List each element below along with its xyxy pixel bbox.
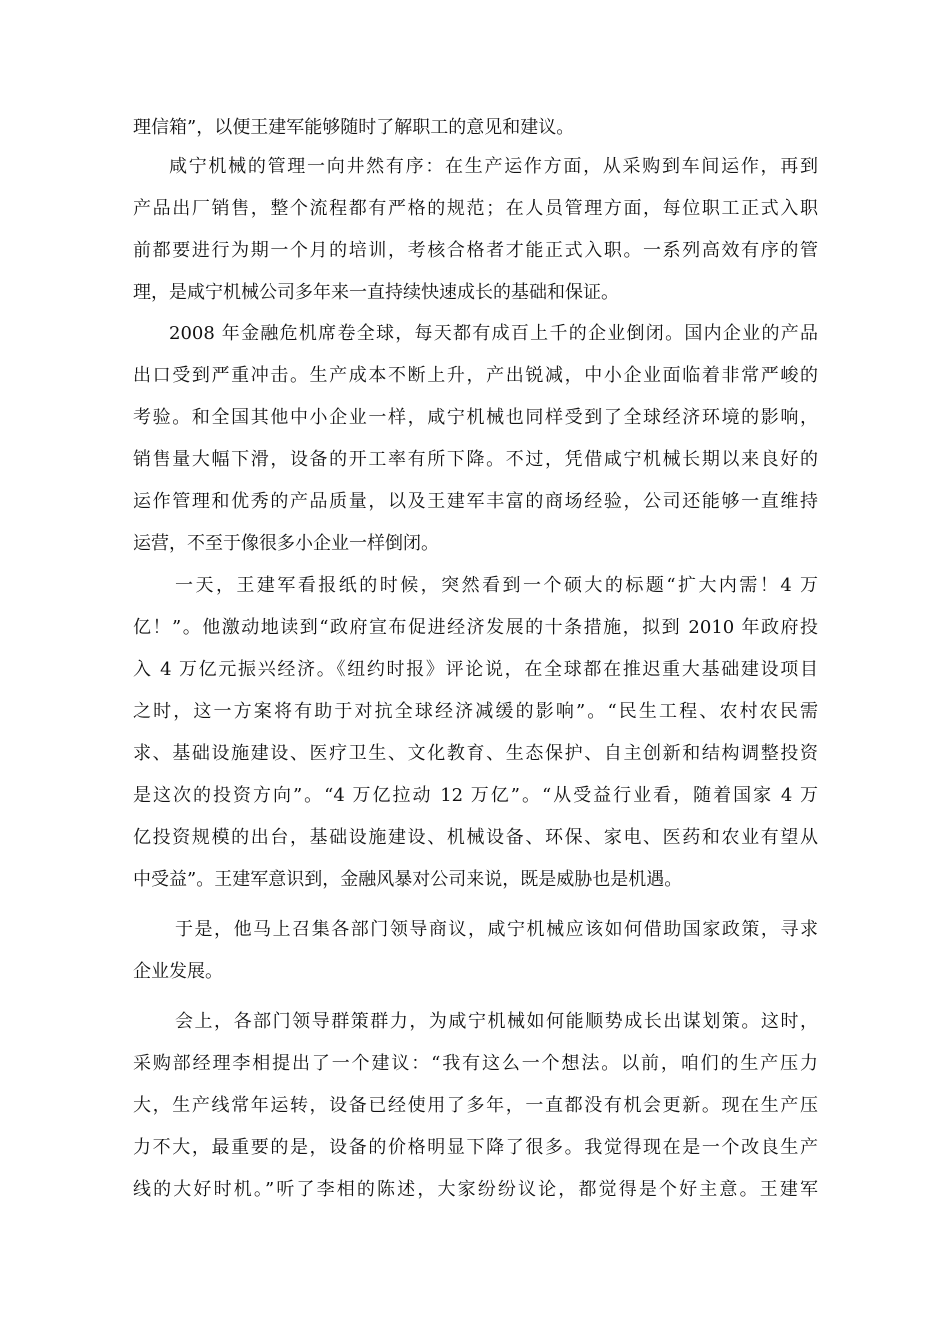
paragraph-line: 大，生产线常年运转，设备已经使用了多年，一直都没有机会更新。现在生产压 <box>133 1095 818 1116</box>
paragraph-line: 理信箱”，以便王建军能够随时了解职工的意见和建议。 <box>133 117 575 138</box>
paragraph-line: 采购部经理李相提出了一个建议：“我有这么一个想法。以前，咱们的生产压力 <box>133 1053 818 1074</box>
paragraph-line: 运营，不至于像很多小企业一样倒闭。 <box>133 533 439 554</box>
paragraph-line: 中受益”。王建军意识到，金融风暴对公司来说，既是威胁也是机遇。 <box>133 869 683 890</box>
paragraph-line: 一天，王建军看报纸的时候，突然看到一个硕大的标题“扩大内需！4 万 <box>175 575 818 596</box>
paragraph-line: 是这次的投资方向”。“4 万亿拉动 12 万亿”。“从受益行业看，随着国家 4 万 <box>133 785 818 806</box>
paragraph-line: 前都要进行为期一个月的培训，考核合格者才能正式入职。一系列高效有序的管 <box>133 240 818 261</box>
paragraph-line: 会上，各部门领导群策群力，为咸宁机械如何能顺势成长出谋划策。这时， <box>175 1011 818 1032</box>
paragraph-line: 理，是咸宁机械公司多年来一直持续快速成长的基础和保证。 <box>133 282 619 303</box>
paragraph-line: 于是，他马上召集各部门领导商议，咸宁机械应该如何借助国家政策，寻求 <box>175 919 818 940</box>
paragraph-line: 力不大，最重要的是，设备的价格明显下降了很多。我觉得现在是一个改良生产 <box>133 1137 818 1158</box>
paragraph-line: 亿投资规模的出台，基础设施建设、机械设备、环保、家电、医药和农业有望从 <box>133 827 818 848</box>
paragraph-line: 产品出厂销售，整个流程都有严格的规范；在人员管理方面，每位职工正式入职 <box>133 198 818 219</box>
paragraph-line: 运作管理和优秀的产品质量，以及王建军丰富的商场经验，公司还能够一直维持 <box>133 491 818 512</box>
paragraph-line: 亿！”。他激动地读到“政府宣布促进经济发展的十条措施，拟到 2010 年政府投 <box>133 617 818 638</box>
paragraph-line: 考验。和全国其他中小企业一样，咸宁机械也同样受到了全球经济环境的影响， <box>133 407 818 428</box>
paragraph-line: 销售量大幅下滑，设备的开工率有所下降。不过，凭借咸宁机械长期以来良好的 <box>133 449 818 470</box>
paragraph-line: 之时，这一方案将有助于对抗全球经济减缓的影响”。“民生工程、农村农民需 <box>133 701 818 722</box>
paragraph-line: 线的大好时机。”听了李相的陈述，大家纷纷议论，都觉得是个好主意。王建军 <box>133 1179 818 1200</box>
paragraph-line: 入 4 万亿元振兴经济。《纽约时报》评论说，在全球都在推迟重大基础建设项目 <box>133 659 818 680</box>
paragraph-line: 企业发展。 <box>133 961 223 982</box>
paragraph-line: 2008 年金融危机席卷全球，每天都有成百上千的企业倒闭。国内企业的产品 <box>169 323 818 344</box>
paragraph-line: 咸宁机械的管理一向井然有序：在生产运作方面，从采购到车间运作，再到 <box>169 156 818 177</box>
paragraph-line: 求、基础设施建设、医疗卫生、文化教育、生态保护、自主创新和结构调整投资 <box>133 743 818 764</box>
paragraph-line: 出口受到严重冲击。生产成本不断上升，产出锐减，中小企业面临着非常严峻的 <box>133 365 818 386</box>
